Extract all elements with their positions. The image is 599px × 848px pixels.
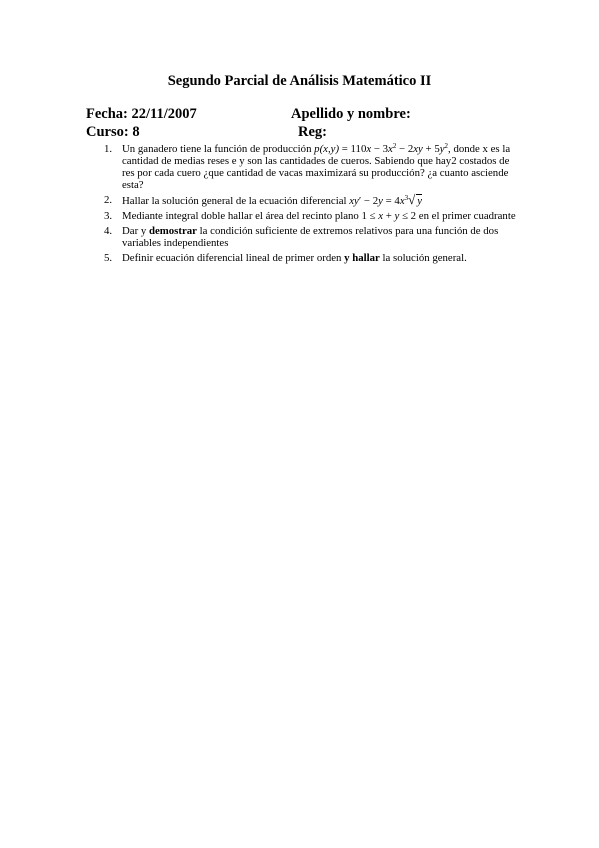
curso-field: [86, 124, 140, 141]
question-number: 2.: [104, 194, 113, 206]
question-2: [104, 194, 524, 207]
bold-keyword: y hallar: [344, 252, 380, 264]
differential-equation: $xy' - 2y = 4x^3√$ y: [349, 192, 423, 207]
question-1: [104, 143, 524, 191]
question-text: Un ganadero tiene la función de producción: [122, 143, 315, 155]
apellido-label: Apellido y nombre:: [291, 106, 411, 122]
curso-label: Curso:: [86, 124, 129, 140]
production-formula: $p(x,y) = 110x - 3x^2 - 2xy + 5y^2$: [314, 142, 449, 155]
question-5: [104, 252, 524, 264]
fecha-value: 22/11/2007: [131, 106, 197, 122]
question-text: Definir ecuación diferencial lineal de primer orden: [122, 252, 345, 264]
bold-keyword: demostrar: [148, 225, 197, 237]
question-number: 1.: [104, 143, 113, 155]
page-title: Segundo Parcial de Análisis Matemático II: [167, 73, 432, 89]
question-number: 5.: [104, 252, 113, 264]
curso-value: 8: [132, 124, 140, 140]
question-text-cont: , donde x es la cantidad de medias reses e y son las cantidades de cueros. Sabiendo que hay2 costados de res por cada cuero ¿que cantidad de vacas maximizará su producción? ¿a cuanto asciende esta?: [122, 143, 511, 191]
question-text-cont: en el primer cuadrante: [416, 210, 516, 222]
fecha-label: Fecha:: [86, 106, 128, 122]
question-text: Hallar la solución general de la ecuación diferencial: [122, 195, 350, 207]
reg-label: Reg:: [298, 124, 327, 140]
question-4: [104, 225, 524, 249]
question-text-cont: la condición suficiente de extremos relativos para una función de dos variables independientes: [122, 225, 499, 249]
question-number: 3.: [104, 210, 113, 222]
fecha-field: [86, 106, 197, 123]
question-text: Mediante integral doble hallar el área del recinto plano: [122, 210, 362, 222]
question-text: Dar y: [122, 225, 149, 237]
question-number: 4.: [104, 225, 113, 237]
region-inequality: 1 ≤ x + y ≤ 2: [361, 210, 417, 222]
question-text-cont: la solución general.: [379, 252, 467, 264]
question-list: [104, 143, 524, 267]
question-3: [104, 210, 524, 222]
